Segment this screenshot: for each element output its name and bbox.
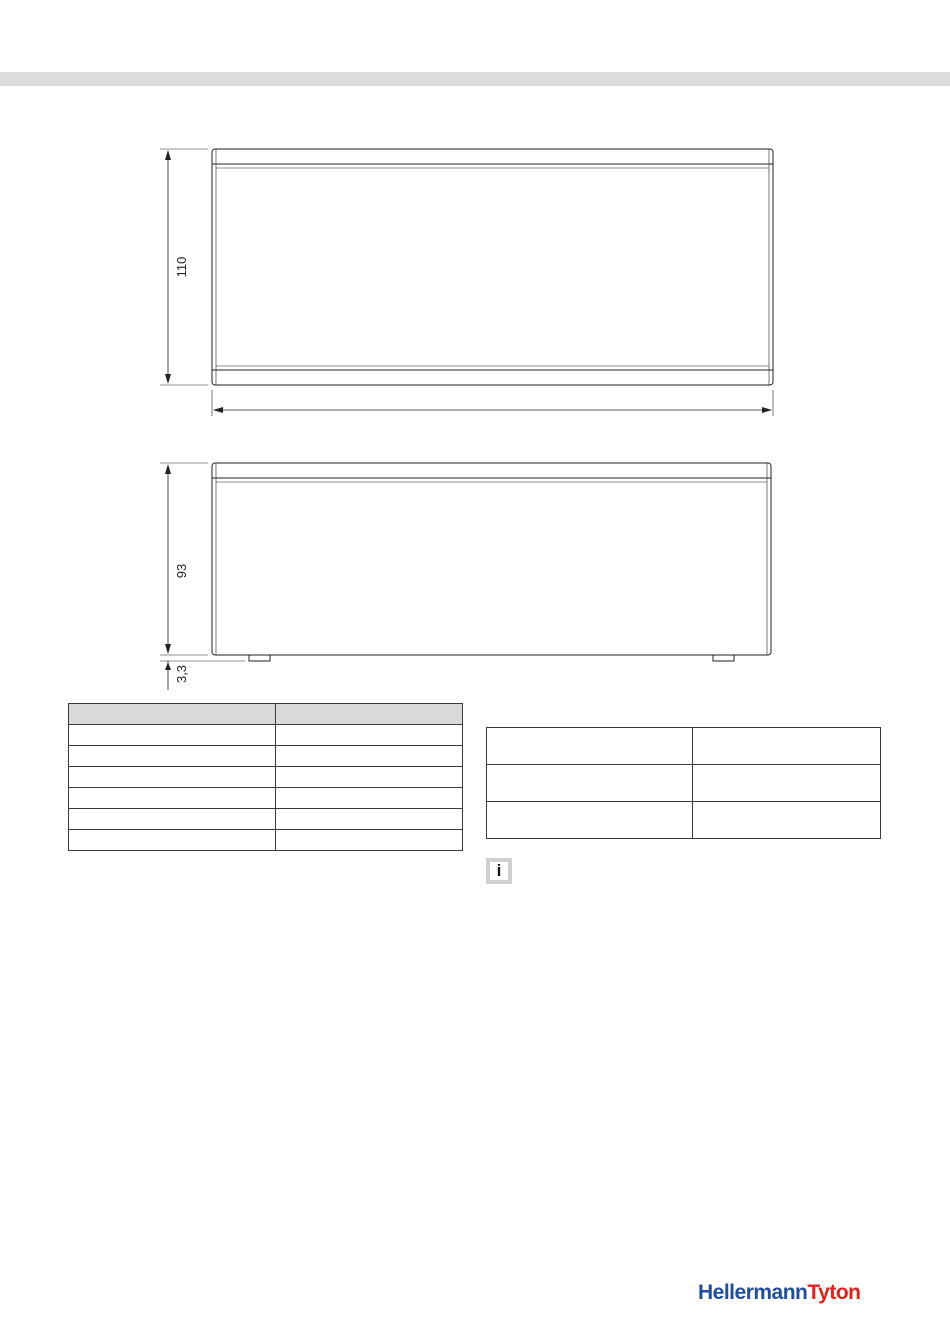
- table-row: [69, 746, 463, 767]
- table-cell: [69, 767, 276, 788]
- front-view-outline: [212, 463, 771, 655]
- logo-part-tyton: Tyton: [807, 1281, 861, 1304]
- logo-part-hellermann: Hellermann: [698, 1281, 808, 1304]
- table-cell: [693, 765, 881, 802]
- right-foot: [713, 655, 734, 661]
- table-cell: [69, 830, 276, 851]
- table-cell: [276, 788, 463, 809]
- table-cell: [487, 765, 693, 802]
- table-cell: [276, 809, 463, 830]
- info-icon: [486, 858, 512, 884]
- specification-table-left: [68, 703, 463, 851]
- header-cell: [69, 704, 276, 725]
- brand-logo: [698, 1281, 860, 1305]
- table-cell: [487, 728, 693, 765]
- table-cell: [69, 809, 276, 830]
- table-cell: [276, 746, 463, 767]
- table-row: [69, 830, 463, 851]
- top-view-outline: [212, 149, 773, 385]
- table-cell: [276, 767, 463, 788]
- dimension-3-3: 3,3: [174, 664, 189, 684]
- table-header-row: [69, 704, 463, 725]
- table-row: [487, 765, 881, 802]
- table-cell: [276, 830, 463, 851]
- dimension-110: 110: [174, 256, 189, 278]
- table-cell: [69, 725, 276, 746]
- dimension-93: 93: [174, 563, 189, 579]
- header-cell: [276, 704, 463, 725]
- left-foot: [249, 655, 270, 661]
- info-icon-glyph: i: [490, 862, 508, 880]
- table-cell: [276, 725, 463, 746]
- table-cell: [69, 788, 276, 809]
- table-cell: [69, 746, 276, 767]
- specification-table-right: [486, 727, 881, 839]
- table-row: [487, 802, 881, 839]
- table-cell: [693, 802, 881, 839]
- table-row: [487, 728, 881, 765]
- top-view: [160, 149, 773, 416]
- table-cell: [487, 802, 693, 839]
- table-row: [69, 809, 463, 830]
- table-row: [69, 767, 463, 788]
- front-view: [160, 463, 771, 690]
- table-row: [69, 725, 463, 746]
- table-row: [69, 788, 463, 809]
- table-cell: [693, 728, 881, 765]
